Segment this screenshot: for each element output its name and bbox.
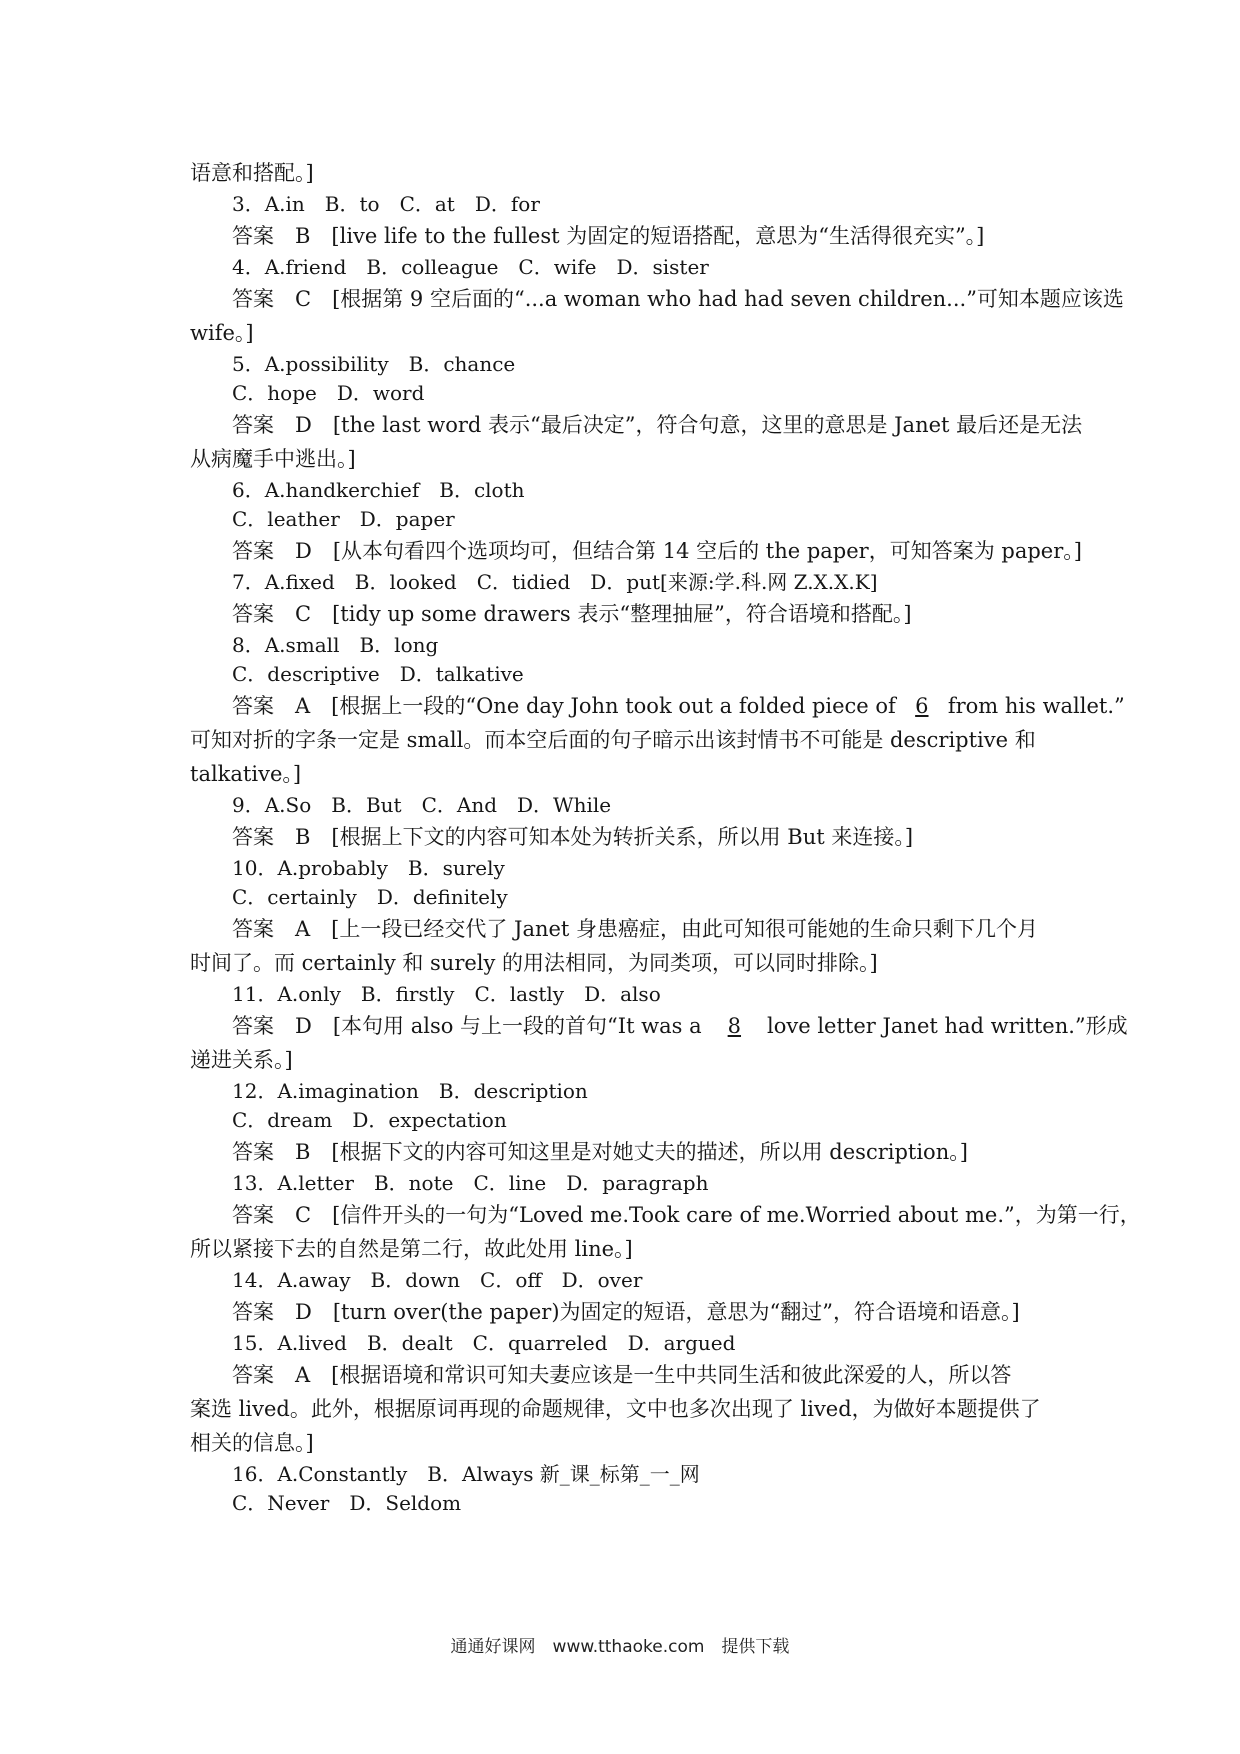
answer-line: wife。] xyxy=(190,321,254,345)
option-line: C．Never D．Seldom xyxy=(232,1491,462,1515)
option-line: 13．A.letter B．note C．line D．paragraph xyxy=(232,1171,709,1195)
answer-line: 答案 C [根据第 9 空后面的“...a woman who had had seven children...”可知本题应该选 xyxy=(232,287,1124,311)
answer-line: 答案 D [从本句看四个选项均可，但结合第 14 空后的 the paper，可知答案为 paper。] xyxy=(232,539,1082,563)
answer-key-body xyxy=(190,156,1141,1518)
option-line: C．leather D．paper xyxy=(232,507,455,531)
option-line: 10．A.probably B．surely xyxy=(232,856,505,880)
option-line: 8．A.small B．long xyxy=(232,633,439,657)
answer-line: 案选 lived。此外，根据原词再现的命题规律，文中也多次出现了 lived，为做好本题提供了 xyxy=(190,1397,1041,1421)
answer-line xyxy=(190,1009,1128,1043)
answer-line: 答案 D [the last word 表示“最后决定”，符合句意，这里的意思是 Janet 最后还是无法 xyxy=(232,413,1083,437)
answer-line: 可知对折的字条一定是 small。而本空后面的句子暗示出该封情书不可能是 descriptive 和 xyxy=(190,728,1036,752)
answer-line xyxy=(190,689,1125,723)
option-line: 9．A.So B．But C．And D．While xyxy=(232,793,612,817)
answer-line: 答案 A [上一段已经交代了 Janet 身患癌症，由此可知很可能她的生命只剩下几个月 xyxy=(232,917,1039,941)
answer-line: 答案 B [根据下文的内容可知这里是对她丈夫的描述，所以用 description。] xyxy=(232,1140,968,1164)
answer-line: 所以紧接下去的自然是第二行，故此处用 line。] xyxy=(190,1237,633,1261)
option-line: 15．A.lived B．dealt C．quarreled D．argued xyxy=(232,1331,736,1355)
line-text: love letter Janet had written.”形成 xyxy=(760,1014,1128,1038)
answer-line: 答案 B [根据上下文的内容可知本处为转折关系，所以用 But 来连接。] xyxy=(232,825,914,849)
line-text: from his wallet.” xyxy=(947,694,1125,718)
answer-line: 从病魔手中逃出。] xyxy=(190,447,356,471)
answer-line: 答案 D [turn over(the paper)为固定的短语，意思为“翻过”，符合语境和语意。] xyxy=(232,1300,1020,1324)
option-line: C．certainly D．definitely xyxy=(232,885,508,909)
option-line: 4．A.friend B．colleague C．wife D．sister xyxy=(232,255,709,279)
answer-line: 答案 A [根据语境和常识可知夫妻应该是一生中共同生活和彼此深爱的人，所以答 xyxy=(232,1363,1012,1387)
option-line: 7．A.fixed B．looked C．tidied D．put[来源:学.科.网 Z.X.X.K] xyxy=(232,570,878,594)
page-footer: 通通好课网 www.tthaoke.com 提供下载 xyxy=(450,1637,790,1657)
answer-line: 答案 C [tidy up some drawers 表示“整理抽屉”，符合语境和搭配。] xyxy=(232,602,912,626)
option-line: 5．A.possibility B．chance xyxy=(232,352,516,376)
answer-line: 递进关系。] xyxy=(190,1048,293,1072)
option-line: 16．A.Constantly B．Always 新_课_标第_一_网 xyxy=(232,1462,700,1486)
option-line: C．hope D．word xyxy=(232,381,425,405)
answer-line: 相关的信息。] xyxy=(190,1431,314,1455)
answer-line: 答案 C [信件开头的一句为“Loved me.Took care of me.Worried about me.”，为第一行， xyxy=(232,1203,1141,1227)
line-text: 答案 D [本句用 also 与上一段的首句“It was a xyxy=(232,1014,709,1038)
answer-line: 答案 B [live life to the fullest 为固定的短语搭配，意思为“生活得很充实”。] xyxy=(232,224,985,248)
answer-line: 语意和搭配。] xyxy=(190,161,314,185)
blank-number: 8 xyxy=(727,1014,742,1038)
answer-line: talkative。] xyxy=(190,762,302,786)
answer-line: 时间了。而 certainly 和 surely 的用法相同，为同类项，可以同时排除。] xyxy=(190,951,878,975)
option-line: C．dream D．expectation xyxy=(232,1108,507,1132)
line-text: 答案 A [根据上一段的“One day John took out a folded piece of xyxy=(232,694,896,718)
option-line: 6．A.handkerchief B．cloth xyxy=(232,478,525,502)
option-line: C．descriptive D．talkative xyxy=(232,662,524,686)
option-line: 14．A.away B．down C．off D．over xyxy=(232,1268,643,1292)
option-line: 12．A.imagination B．description xyxy=(232,1079,588,1103)
option-line: 11．A.only B．firstly C．lastly D．also xyxy=(232,982,661,1006)
blank-number: 6 xyxy=(915,694,929,718)
option-line: 3．A.in B．to C．at D．for xyxy=(232,192,540,216)
